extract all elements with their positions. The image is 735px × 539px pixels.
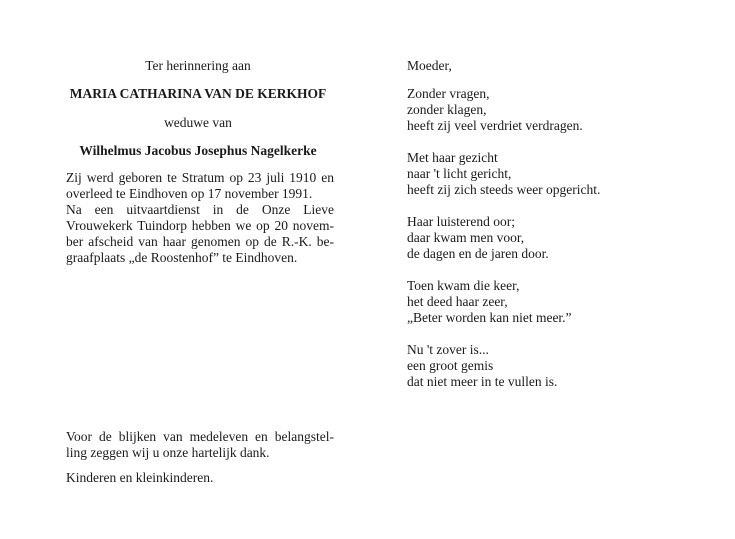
widow-of-text: weduwe van [164, 115, 232, 130]
poem-stanza [407, 214, 600, 262]
thanks-line: Voor de blijken van medeleven en belangstel- [66, 429, 334, 444]
poem-line: zonder klagen, [407, 102, 487, 117]
poem-line: Haar luisterend oor; [407, 214, 515, 229]
poem-line: een groot gemis [407, 358, 494, 373]
poem-line: dat niet meer in te vullen is. [407, 374, 558, 389]
poem-line: „Beter worden kan niet meer.” [407, 310, 572, 325]
poem-line: daar kwam men voor, [407, 230, 525, 245]
husband-name: Wilhelmus Jacobus Josephus Nagelkerke [79, 143, 317, 158]
poem-line: Nu 't zover is... [407, 342, 489, 357]
thanks-paragraph [66, 429, 334, 461]
bio-line: Vrouwekerk Tuindorp hebben we op 20 novem- [66, 218, 334, 233]
thanks-line: ling zeggen wij u onze hartelijk dank. [66, 445, 270, 460]
poem-line: heeft zij veel verdriet verdragen. [407, 118, 583, 133]
poem-stanza [407, 342, 600, 390]
poem-stanza [407, 86, 600, 134]
poem-salutation: Moeder, [407, 58, 452, 73]
deceased-name: MARIA CATHARINA VAN DE KERKHOF [69, 86, 327, 101]
bio-line: overleed te Eindhoven op 17 november 1991. [66, 186, 313, 201]
signature-text: Kinderen en kleinkinderen. [66, 470, 214, 485]
poem-line: naar 't licht gericht, [407, 166, 512, 181]
bio-line: graafplaats „de Roostenhof” te Eindhoven. [66, 250, 298, 265]
poem-line: Zonder vragen, [407, 86, 490, 101]
poem-line: Toen kwam die keer, [407, 278, 520, 293]
biography-paragraph [66, 170, 334, 266]
poem-stanza [407, 150, 600, 198]
poem-line: het deed haar zeer, [407, 294, 508, 309]
poem-line: Met haar gezicht [407, 150, 498, 165]
poem-stanza [407, 278, 600, 326]
poem-line: de dagen en de jaren door. [407, 246, 549, 261]
bio-line: Na een uitvaartdienst in de Onze Lieve [66, 202, 334, 217]
bio-line: ber afscheid van haar genomen op de R.-K. be- [66, 234, 334, 249]
poem [407, 86, 600, 406]
intro-text: Ter herinnering aan [145, 58, 251, 73]
bio-line: Zij werd geboren te Stratum op 23 juli 1910 en [66, 170, 334, 185]
poem-line: heeft zij zich steeds weer opgericht. [407, 182, 601, 197]
